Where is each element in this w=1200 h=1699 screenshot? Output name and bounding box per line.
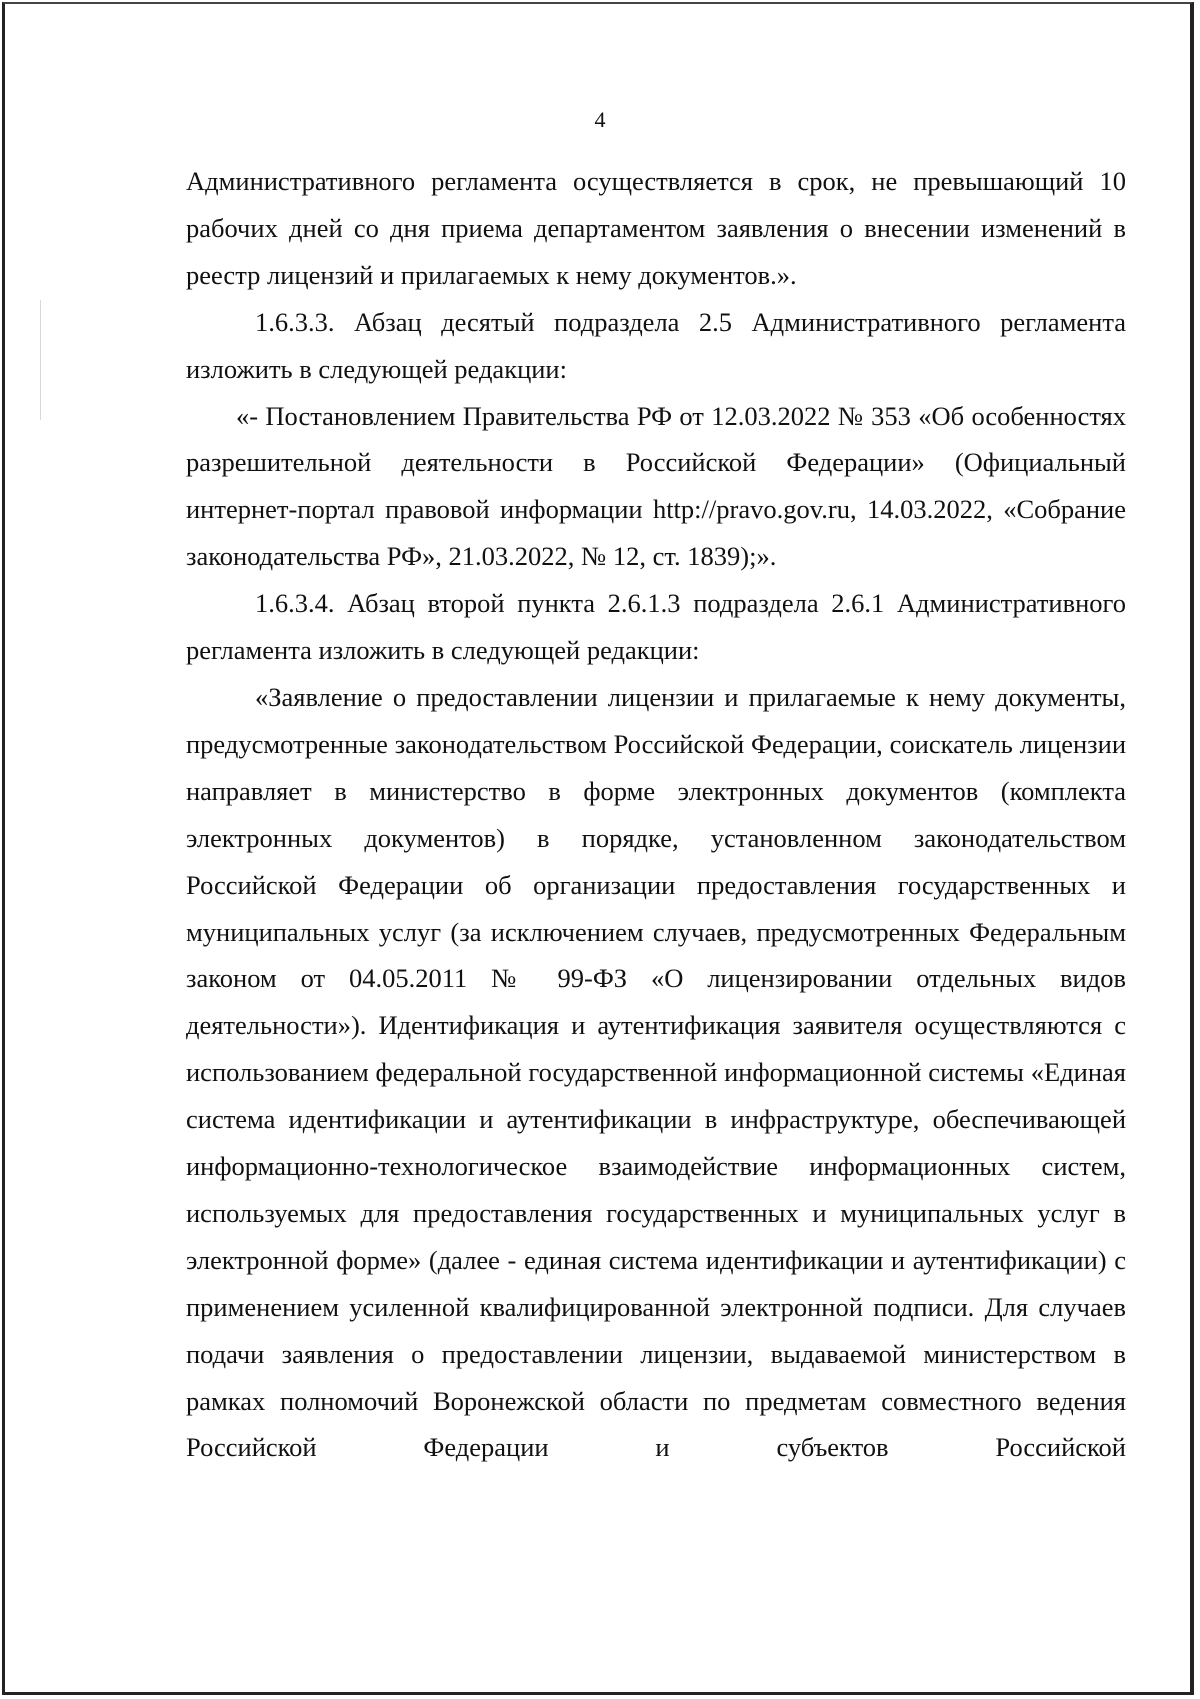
document-body xyxy=(186,158,1126,1471)
paragraph-1-6-3-4: 1.6.3.4. Абзац второй пункта 2.6.1.3 подраздела 2.6.1 Административного регламента изложить в следующей редакции: xyxy=(186,588,1126,666)
paragraph-1-6-3-3: 1.6.3.3. Абзац десятый подраздела 2.5 Административного регламента изложить в следующей редакции: xyxy=(186,306,1126,384)
page-number: 4 xyxy=(594,107,606,132)
paragraph-quote-government-decree: «- Постановлением Правительства РФ от 12.03.2022 № 353 «Об особенностях разрешительной деятельности в Российской Федерации» (Официальный интернет-портал правовой информации http://pravo.gov.ru, 14.03.2022, «Собрание законодательства РФ», 21.03.2022, № 12, ст. 1839);». xyxy=(186,400,1126,572)
paragraph-continuation: Административного регламента осуществляется в срок, не превышающий 10 рабочих дней со дня приема департаментом заявления о внесении изменений в реестр лицензий и прилагаемых к нему документов.». xyxy=(186,166,1126,290)
scan-artifact-line xyxy=(40,300,41,420)
paragraph-quote-application: «Заявление о предоставлении лицензии и прилагаемые к нему документы, предусмотренные законодательством Российской Федерации, соискатель лицензии направляет в министерство в форме электронных документов (комплекта электронных документов) в порядке, установленном законодательством Российской Федерации об организации предоставления государственных и муниципальных услуг (за исключением случаев, предусмотренных Федеральным законом от 04.05.2011 № 99-ФЗ «О лицензировании отдельных видов деятельности»). Идентификация и аутентификация заявителя осуществляются с использованием федеральной государственной информационной системы «Единая система идентификации и аутентификации в инфраструктуре, обеспечивающей информационно-технологическое взаимодействие информационных систем, используемых для предоставления государственных и муниципальных услуг в электронной форме» (далее - единая система идентификации и аутентификации) с применением усиленной квалифицированной электронной подписи. Для случаев подачи заявления о предоставлении лицензии, выдаваемой министерством в рамках полномочий Воронежской области по предметам совместного ведения Российской Федерации и субъектов Российской xyxy=(186,681,1126,1463)
